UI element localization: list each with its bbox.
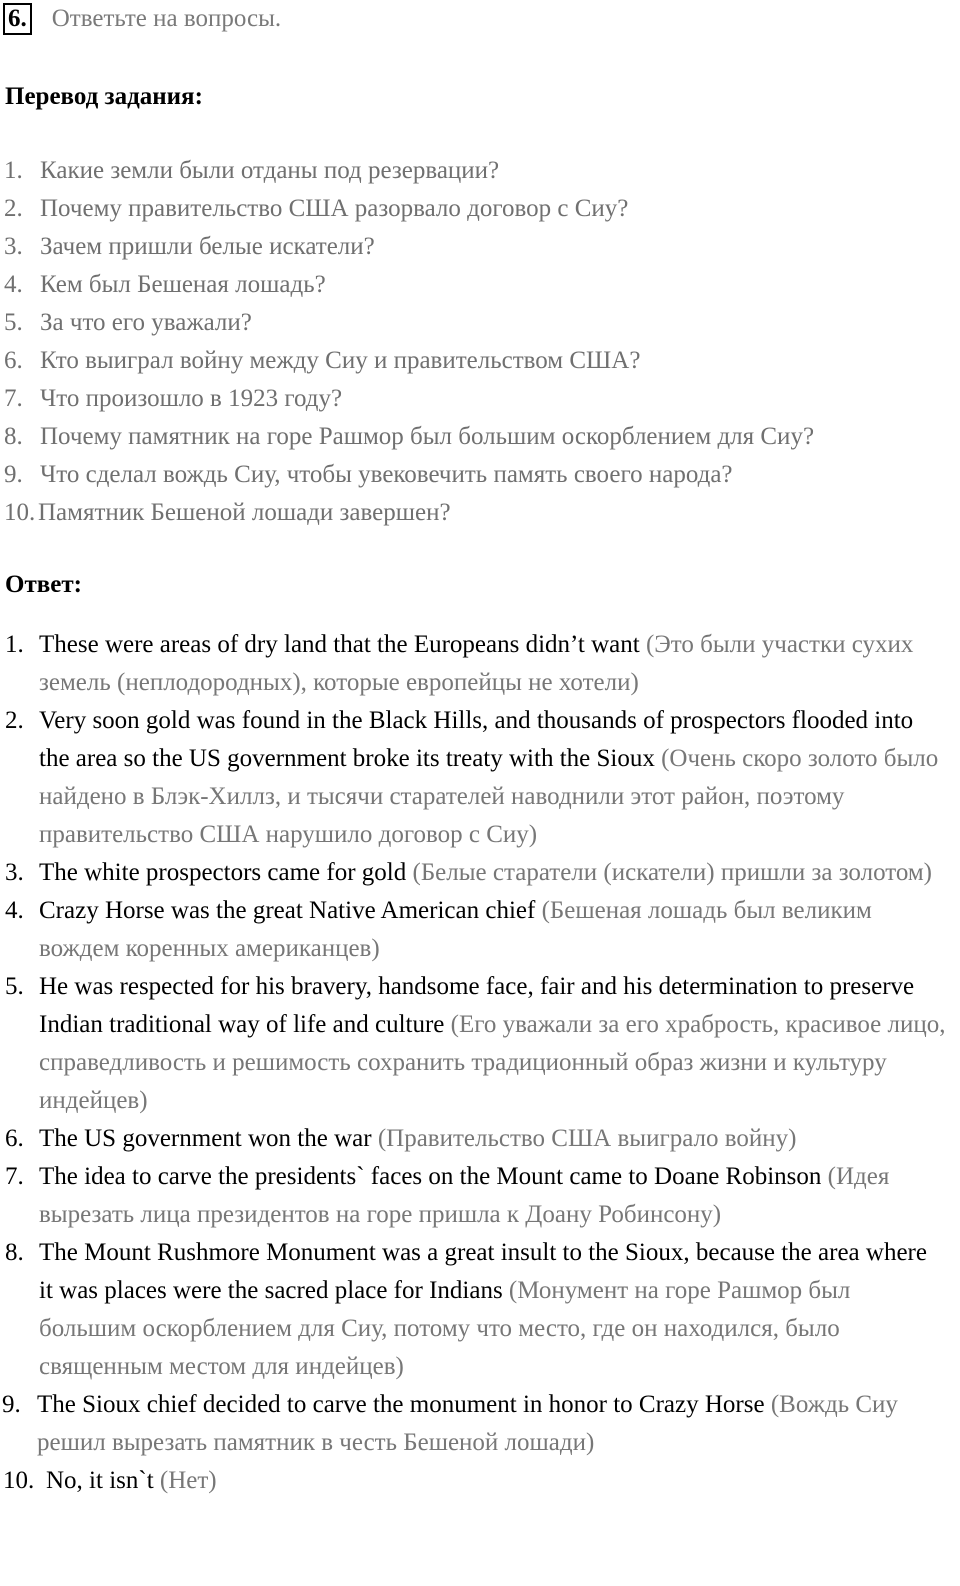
answer-item: [0, 968, 955, 1120]
answer-item: [0, 702, 955, 854]
question-text: Что сделал вождь Сиу, чтобы увековечить память своего народа?: [40, 461, 733, 488]
question-number: 1.: [4, 157, 23, 184]
question-text: Кем был Бешеная лошадь?: [40, 271, 326, 298]
answer-item: [0, 1386, 955, 1462]
answer-number: 5.: [5, 973, 24, 1000]
question-number: 9.: [4, 461, 23, 488]
task-instruction: Ответьте на вопросы.: [51, 5, 282, 32]
question-number: 3.: [4, 233, 23, 260]
answer-english: The US government won the war: [39, 1125, 372, 1152]
question-number: 10.: [4, 499, 36, 526]
question-text: Зачем пришли белые искатели?: [40, 233, 375, 260]
answer-item: [0, 1462, 955, 1500]
translation-heading: Перевод задания:: [5, 83, 203, 110]
answer-number: 8.: [5, 1239, 24, 1266]
question-text: Почему правительство США разорвало договор с Сиу?: [40, 195, 629, 222]
answer-russian: (Нет): [159, 1467, 217, 1494]
task-number-box: 6.: [3, 3, 32, 35]
answer-english: The Mount Rushmore Monument was a great insult to the Sioux, because the area where it was places were the sacred place for Indians: [39, 1239, 927, 1304]
answer-number: 6.: [5, 1125, 24, 1152]
answer-russian: (Правительство США выиграло войну): [377, 1125, 797, 1152]
answer-number: 9.: [2, 1391, 21, 1418]
answer-russian: (Белые старатели (искатели) пришли за золотом): [412, 859, 933, 886]
answer-russian: (Бешеная лошадь был великим вождем коренных американцев): [39, 897, 872, 962]
answer-item: [0, 1234, 955, 1386]
question-text: Почему памятник на горе Рашмор был большим оскорблением для Сиу?: [40, 423, 815, 450]
answer-russian: (Монумент на горе Рашмор был большим оскорблением для Сиу, потому что место, где он находился, было священным местом для индейцев): [39, 1277, 851, 1380]
question-number: 8.: [4, 423, 23, 450]
answer-item: [0, 626, 955, 702]
question-number: 7.: [4, 385, 23, 412]
answer-number: 2.: [5, 707, 24, 734]
question-number: 2.: [4, 195, 23, 222]
answer-english: These were areas of dry land that the Europeans didn’t want: [39, 631, 640, 658]
answer-russian: (Очень скоро золото было найдено в Блэк-Хиллз, и тысячи старателей наводнили этот район, поэтому правительство США нарушило договор с Сиу): [39, 745, 939, 848]
question-number: 4.: [4, 271, 23, 298]
question-text: За что его уважали?: [40, 309, 252, 336]
answer-number: 7.: [5, 1163, 24, 1190]
answer-number: 10.: [3, 1467, 35, 1494]
answer-item: [0, 892, 955, 968]
answer-english: The idea to carve the presidents` faces on the Mount came to Doane Robinson: [39, 1163, 822, 1190]
answer-english: Crazy Horse was the great Native American chief: [39, 897, 536, 924]
answer-russian: (Вождь Сиу решил вырезать памятник в честь Бешеной лошади): [37, 1391, 898, 1456]
question-text: Памятник Бешеной лошади завершен?: [38, 499, 451, 526]
answer-item: [0, 1158, 955, 1234]
answer-number: 4.: [5, 897, 24, 924]
answer-english: He was respected for his bravery, handsome face, fair and his determination to preserve Indian traditional way of life and culture: [39, 973, 915, 1038]
answer-english: The Sioux chief decided to carve the monument in honor to Crazy Horse: [37, 1391, 765, 1418]
task-header: [3, 2, 281, 36]
answer-number: 3.: [5, 859, 24, 886]
answer-russian: (Его уважали за его храбрость, красивое лицо, справедливость и решимость сохранить традиционный образ жизни и культуру индейцев): [39, 1011, 946, 1114]
question-number: 6.: [4, 347, 23, 374]
question-text: Кто выиграл войну между Сиу и правительством США?: [40, 347, 641, 374]
question-number: 5.: [4, 309, 23, 336]
answer-number: 1.: [5, 631, 24, 658]
answer-russian: (Идея вырезать лица президентов на горе пришла к Доану Робинсону): [39, 1163, 890, 1228]
answer-russian: (Это были участки сухих земель (неплодородных), которые европейцы не хотели): [39, 631, 914, 696]
answer-list: [0, 626, 955, 1500]
answer-english: Very soon gold was found in the Black Hills, and thousands of prospectors flooded into the area so the US government broke its treaty with the Sioux: [39, 707, 914, 772]
answer-item: [0, 854, 955, 892]
question-text: Что произошло в 1923 году?: [40, 385, 343, 412]
answer-item: [0, 1120, 955, 1158]
question-text: Какие земли были отданы под резервации?: [40, 157, 500, 184]
answer-english: No, it isn`t: [46, 1467, 154, 1494]
answer-english: The white prospectors came for gold: [39, 859, 407, 886]
answer-heading: Ответ:: [5, 571, 82, 598]
